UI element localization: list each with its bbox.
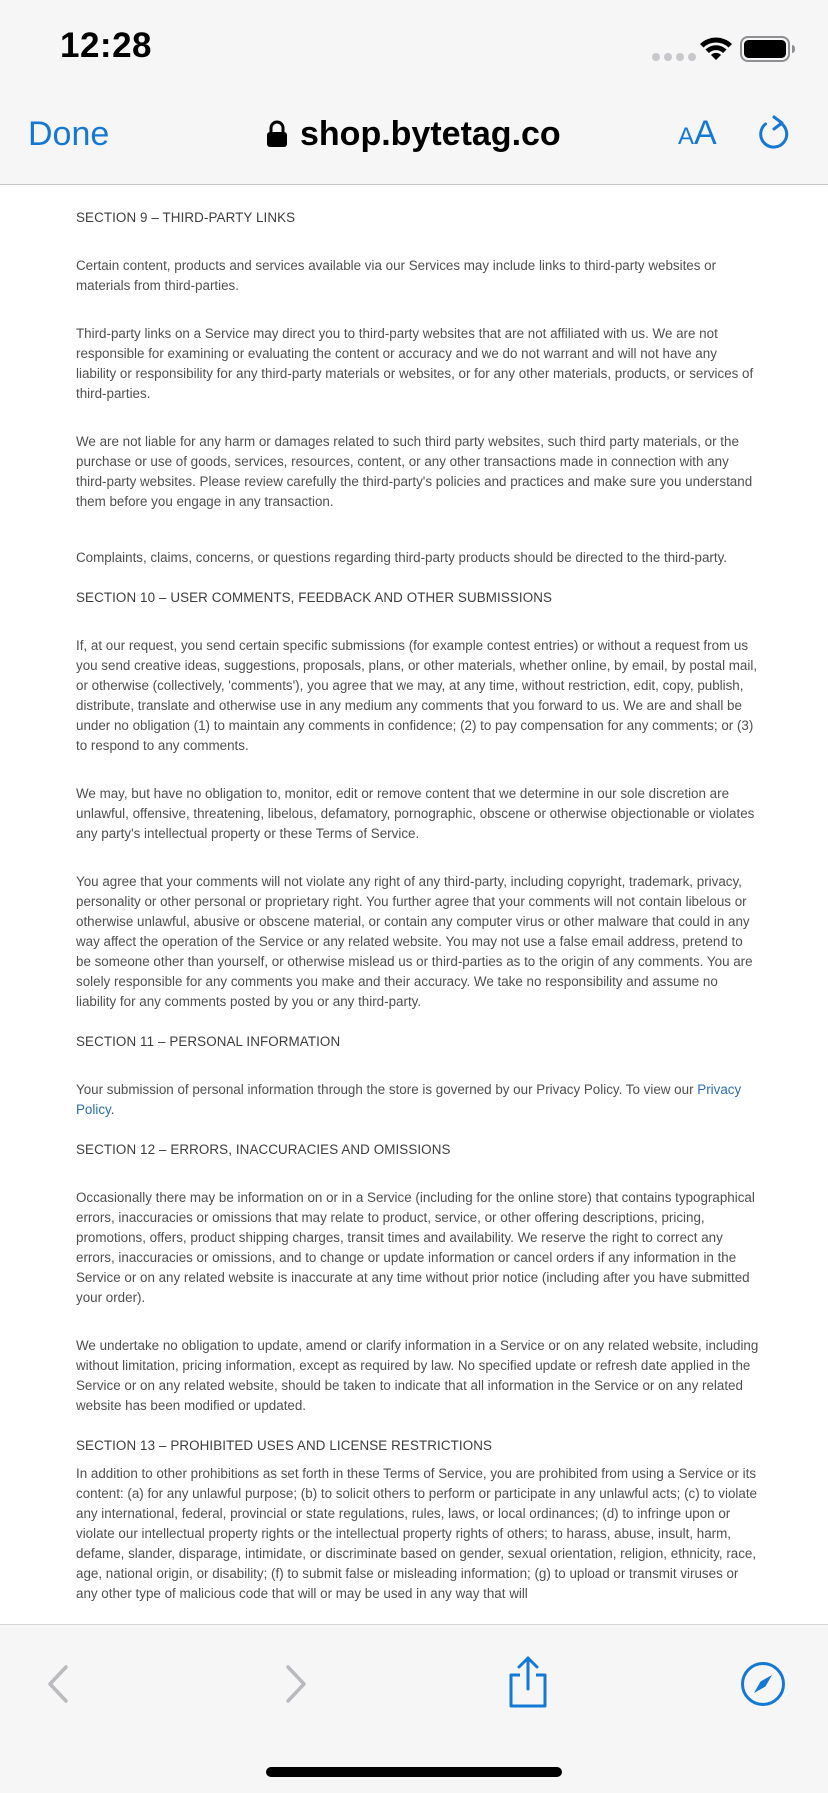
wifi-icon (698, 34, 734, 62)
text-size-big-label: A (694, 114, 717, 152)
reload-icon[interactable] (756, 114, 792, 152)
lock-icon (266, 120, 288, 148)
share-icon[interactable] (506, 1655, 550, 1709)
done-button[interactable]: Done (28, 115, 110, 153)
address-bar[interactable] (266, 112, 561, 156)
section-13-paragraph-1: In addition to other prohibitions as set forth in these Terms of Service, you are prohibited from using a Service or its content: (a) for any unlawful purpose; (b) to solicit others to perform or participate in any unlawful acts; (c) to violate any international, federal, provincial or state regulations, rules, laws, or local ordinances; (d) to infringe upon or violate our intellectual property rights or the intellectual property rights of others; to harass, abuse, insult, harm, defame, slander, disparage, intimidate, or discriminate based on gender, sexual orientation, religion, ethnicity, race, age, national origin, or disability; (f) to submit false or misleading information; (g) to upload or transmit viruses or any other type of malicious code that will or may be used in any way that will (76, 1466, 758, 1601)
section-10-paragraph-1: If, at our request, you send certain specific submissions (for example contest entries) or without a request from us you send creative ideas, suggestions, proposals, plans, or other materials, whether online, by email, by postal mail, or otherwise (collectively, 'comments'), you agree that we may, at any time, without restriction, edit, copy, publish, distribute, translate and otherwise use in any medium any comments that you forward to us. We are and shall be under no obligation (1) to maintain any comments in confidence; (2) to pay compensation for any comments; or (3) to respond to any comments. (76, 638, 758, 753)
section-10-heading: SECTION 10 – USER COMMENTS, FEEDBACK AND OTHER SUBMISSIONS (76, 590, 553, 605)
section-10-paragraph-2: We may, but have no obligation to, monitor, edit or remove content that we determine in our sole discretion are unlawful, offensive, threatening, libelous, defamatory, pornographic, obscene or otherwise objectionable or violates any party's intellectual property or these Terms of Service. (76, 786, 755, 841)
chevron-left-icon[interactable] (44, 1663, 72, 1705)
home-indicator[interactable] (266, 1767, 562, 1777)
section-9-paragraph-4: Complaints, claims, concerns, or questions regarding third-party products should be directed to the third-party. (76, 550, 728, 565)
browser-toolbar (0, 1624, 828, 1793)
chevron-right-icon[interactable] (282, 1663, 310, 1705)
compass-icon[interactable] (740, 1661, 786, 1707)
section-12-paragraph-1: Occasionally there may be information on or in a Service (including for the online store) that contains typographical errors, inaccuracies or omissions that may relate to product, service, or other offering descriptions, pricing, promotions, offers, product shipping charges, transit times and availability. We reserve the right to correct any errors, inaccuracies or omissions, and to change or update information or cancel orders if any information in the Service or on any related website is inaccurate at any time without prior notice (including after you have submitted your order). (76, 1190, 755, 1305)
section-11-heading: SECTION 11 – PERSONAL INFORMATION (76, 1034, 341, 1049)
status-bar (0, 0, 828, 100)
section-9-paragraph-3: We are not liable for any harm or damages related to such third party websites, such third party materials, or the purchase or use of goods, services, resources, content, or any other transactions made in connection with any third-party websites. Please review carefully the third-party's policies and practices and make sure you understand them before you engage in any transaction. (76, 434, 753, 509)
section-10-paragraph-3: You agree that your comments will not violate any right of any third-party, including copyright, trademark, privacy, personality or other personal or proprietary right. You further agree that your comments will not contain libelous or otherwise unlawful, abusive or obscene material, or contain any computer virus or other malware that could in any way affect the operation of the Service or any related website. You may not use a false email address, pretend to be someone other than yourself, or otherwise mislead us or third-parties as to the origin of any comments. You are solely responsible for any comments you make and their accuracy. We take no responsibility and assume no liability for any comments posted by you or any third-party. (76, 874, 753, 1009)
section-9-paragraph-2: Third-party links on a Service may direct you to third-party websites that are not affiliated with us. We are not responsible for examining or evaluating the content or accuracy and we do not warrant and will not have any liability or responsibility for any third-party materials or websites, or for any other materials, products, or services of third-parties. (76, 326, 754, 401)
cellular-signal-icon (652, 53, 696, 61)
section-13-heading: SECTION 13 – PROHIBITED USES AND LICENSE RESTRICTIONS (76, 1438, 493, 1453)
section-9-heading: SECTION 9 – THIRD-PARTY LINKS (76, 210, 296, 225)
page-content (76, 208, 760, 1624)
section-11-text: Your submission of personal information through the store is governed by our Privacy Policy. To view our (76, 1082, 694, 1097)
section-12-paragraph-2: We undertake no obligation to update, amend or clarify information in a Service or on any related website, including without limitation, pricing information, except as required by law. No specified update or refresh date applied in the Service or on any related website, should be taken to indicate that all information in the Service or on any related website has been modified or updated. (76, 1338, 759, 1413)
browser-nav-bar (0, 100, 828, 185)
status-time: 12:28 (60, 26, 153, 65)
section-11-paragraph-1 (76, 1080, 760, 1120)
section-9-paragraph-1: Certain content, products and services available via our Services may include links to third-party websites or materials from third-parties. (76, 258, 717, 293)
url-text: shop.bytetag.co (300, 114, 561, 153)
section-11-period: . (110, 1102, 115, 1117)
section-12-heading: SECTION 12 – ERRORS, INACCURACIES AND OMISSIONS (76, 1142, 451, 1157)
text-size-small-label: A (678, 123, 695, 150)
battery-icon (740, 36, 796, 62)
privacy-policy-link[interactable]: Privacy Policy (76, 1082, 742, 1117)
text-size-button[interactable] (678, 114, 717, 153)
